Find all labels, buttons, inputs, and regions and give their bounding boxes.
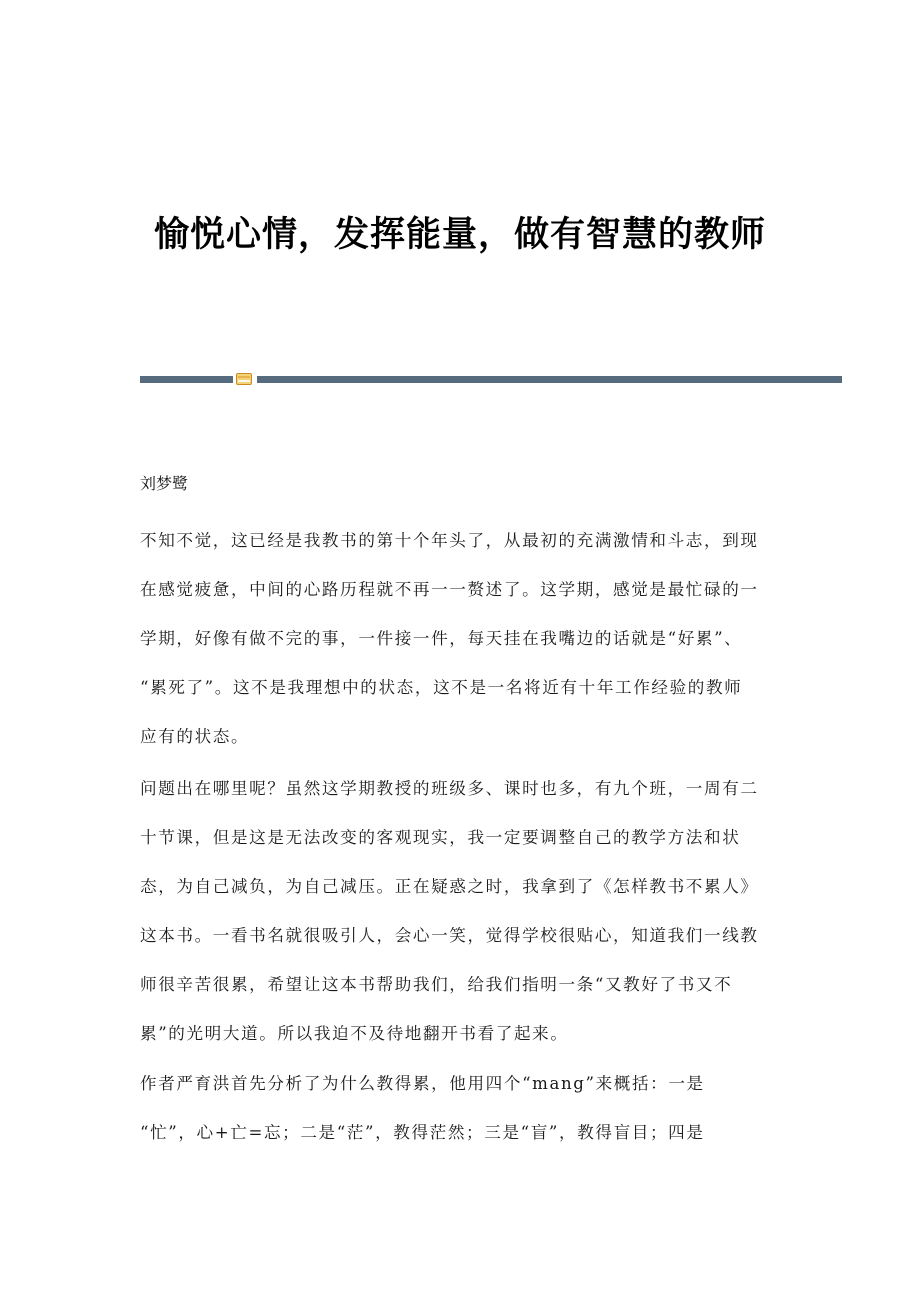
text-line: “累死了”。这不是我理想中的状态，这不是一名将近有十年工作经验的教师	[140, 678, 743, 697]
text-line: 问题出在哪里呢？虽然这学期教授的班级多、课时也多，有九个班，一周有二	[140, 779, 759, 798]
author-name: 刘梦鹭	[140, 474, 189, 493]
body-paragraph-2	[140, 764, 780, 1058]
text-line: 在感觉疲惫，中间的心路历程就不再一一赘述了。这学期，感觉是最忙碌的一	[140, 580, 759, 599]
text-line: 这本书。一看书名就很吸引人，会心一笑，觉得学校很贴心，知道我们一线教	[140, 926, 759, 945]
text-line: 态，为自己减负，为自己减压。正在疑惑之时，我拿到了《怎样教书不累人》	[140, 877, 759, 896]
text-line: 十节课，但是这是无法改变的客观现实，我一定要调整自己的教学方法和状	[140, 828, 741, 847]
divider-bar-left	[140, 376, 233, 383]
text-line: “忙”，心+亡=忘；二是“茫”，教得茫然；三是“盲”，教得盲目；四是	[140, 1123, 705, 1142]
text-line: 累”的光明大道。所以我迫不及待地翻开书看了起来。	[140, 1024, 569, 1043]
document-title: 愉悦心情，发挥能量，做有智慧的教师	[153, 215, 766, 255]
divider-emblem-icon	[236, 373, 252, 385]
text-line: 应有的状态。	[140, 727, 250, 746]
body-paragraph-3	[140, 1059, 780, 1157]
title-divider	[140, 373, 842, 385]
text-line: 师很辛苦很累，希望让这本书帮助我们，给我们指明一条“又教好了书又不	[140, 975, 733, 994]
divider-bar-right	[257, 376, 842, 383]
body-paragraph-1	[140, 516, 780, 761]
text-line: 不知不觉，这已经是我教书的第十个年头了，从最初的充满激情和斗志，到现	[140, 531, 759, 550]
text-line: 作者严育洪首先分析了为什么教得累，他用四个“mang”来概括：一是	[140, 1074, 705, 1093]
text-line: 学期，好像有做不完的事，一件接一件，每天挂在我嘴边的话就是“好累”、	[140, 629, 743, 648]
